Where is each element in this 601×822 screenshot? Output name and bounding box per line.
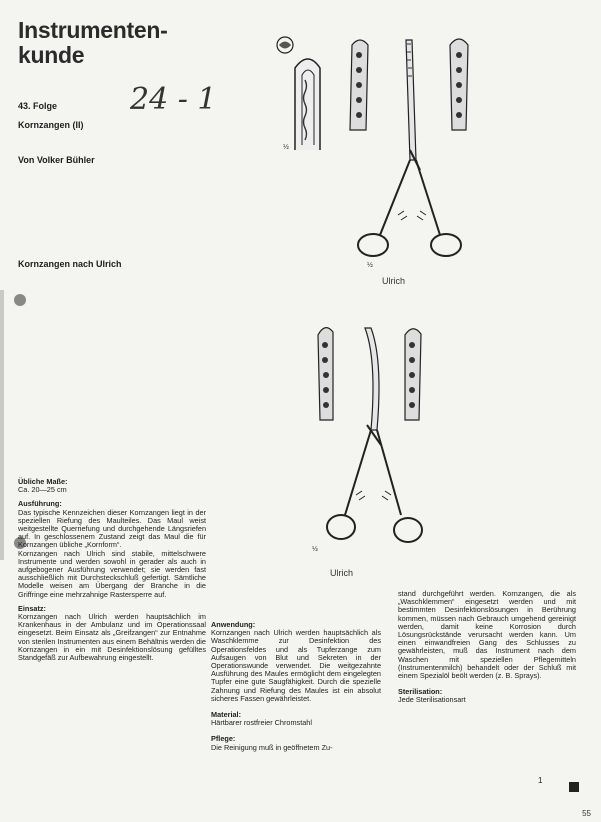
- cross-section-detail: [279, 42, 291, 49]
- finger-ring-left: [358, 234, 388, 256]
- handwritten-note: 24 - 1: [130, 82, 217, 117]
- sterilisation-heading: Sterilisation:: [398, 687, 443, 697]
- figure-1-illustration: [260, 30, 500, 280]
- margin-mark: 1: [538, 776, 543, 785]
- material-text: Härtbarer rostfreier Chromstahl: [211, 718, 312, 728]
- page-title: [18, 18, 167, 68]
- forceps-ratchet: [398, 211, 426, 220]
- article-subtitle: Kornzangen (II): [18, 120, 84, 130]
- curved-forceps-jaw: [365, 328, 379, 430]
- figure-2-scale: ½: [312, 546, 318, 553]
- finger-ring-right: [431, 234, 461, 256]
- ausfuehrung-text-2: Kornzangen nach Ulrich sind stabile, mittelschwere Instrumente und werden sowohl in gerader als auch in aufgebogener Ausführung verwendet; sie werden fast ausschließlich mit Durchsteckschluß gefertigt. Sämtliche Modelle weisen am Übergang der Branche in die Griffringe eine mehrzahnige Rastersperre auf.: [18, 548, 206, 599]
- masse-heading: Übliche Maße:: [18, 477, 68, 486]
- einsatz-heading: Einsatz:: [18, 603, 46, 613]
- figure-2-caption: Ulrich: [330, 568, 354, 578]
- binder-edge: [0, 290, 4, 560]
- figure-1-scale-small: ½: [283, 144, 289, 151]
- masse-text: Ca. 20—25 cm: [18, 485, 67, 495]
- figure-1-caption: Ulrich: [382, 276, 406, 286]
- title-line-2: kunde: [18, 42, 85, 68]
- text-column-1: [18, 476, 206, 662]
- anwendung-heading: Anwendung:: [211, 620, 256, 629]
- title-line-1: Instrumenten-: [18, 17, 168, 43]
- jaw-closeup-outline: [295, 59, 320, 150]
- ausfuehrung-text: Das typische Kennzeichen dieser Kornzangen liegt in der speziellen Riefung des Maulteiles. Das Maul weist weitgestellte Querriefung und durchgehende Längsriefen auf. In geschlossenem Zustand zeigt das Maul die für Kornzangen übliche „Kornform“.: [18, 507, 206, 550]
- einsatz-text: Kornzangen nach Ulrich werden hauptsächlich im Krankenhaus in der Ambulanz und im Operationssaal eingesetzt. Beim Einsatz als „Greifzangen“ zur Entnahme von sterilen Instrumenten aus einem Behältnis werden die Kornzangen in ein mit Desinfektionslösung gefülltes Standgefäß zur Aufbewahrung eingestellt.: [18, 612, 206, 663]
- text-column-3: [398, 590, 576, 705]
- curved-finger-ring-left: [327, 515, 355, 539]
- author-byline: Von Volker Bühler: [18, 155, 95, 165]
- end-of-article-square: [569, 782, 579, 792]
- series-number: 43. Folge: [18, 101, 58, 111]
- forceps-shanks: [380, 160, 440, 235]
- material-heading: Material:: [211, 710, 242, 720]
- punch-hole: [14, 294, 26, 306]
- figure-1-scale: ½: [367, 262, 373, 269]
- section-heading: Kornzangen nach Ulrich: [18, 259, 122, 269]
- figure-2-illustration: [305, 320, 455, 570]
- column-3-text: stand durchgeführt werden. Kornzangen, die als „Waschklemmen“ eingesetzt werden und mit bestimmten Desinfektionslösungen in Berührung kommen, müssen nach Gebrauch umgehend gereinigt werden, damit keine Korrosion durch Lösungsrückstände verursacht werden kann. Um einen einwandfreien Gang des Schlusses zu gewährleisten, muß das Instrument nach dem Waschen mit speziellen Pflegemitteln (Instrumentenmilch) behandelt oder der Schluß mit einem Spezialöl beölt werden (z. B. Sprays).: [398, 589, 576, 681]
- curved-forceps-shanks: [345, 430, 401, 515]
- text-column-2: [211, 619, 381, 752]
- pflege-text: Die Reinigung muß in geöffnetem Zu-: [211, 742, 333, 752]
- ausfuehrung-heading: Ausführung:: [18, 499, 62, 509]
- forceps-jaw: [406, 40, 416, 160]
- pflege-heading: Pflege:: [211, 734, 236, 744]
- curved-finger-ring-right: [394, 518, 422, 542]
- sterilisation-text: Jede Sterilisationsart: [398, 695, 466, 705]
- curved-forceps-ratchet: [356, 491, 391, 500]
- anwendung-text: Kornzangen nach Ulrich werden hauptsächlich als Waschklemme zur Desinfektion des Operationsfeldes und als Tupferzange zum Aufsaugen von Blut und Sekreten in der Operationswunde verwendet. Die weitgezahnte Ausführung des Maules ermöglicht dem eingelegten Tupfer eine gute Saugfähigkeit. Durch die spezielle Zahnung und Riefung des Maules ist ein absolut sicheres Fassen gewährleistet.: [211, 628, 381, 703]
- page-number: 55: [582, 809, 591, 818]
